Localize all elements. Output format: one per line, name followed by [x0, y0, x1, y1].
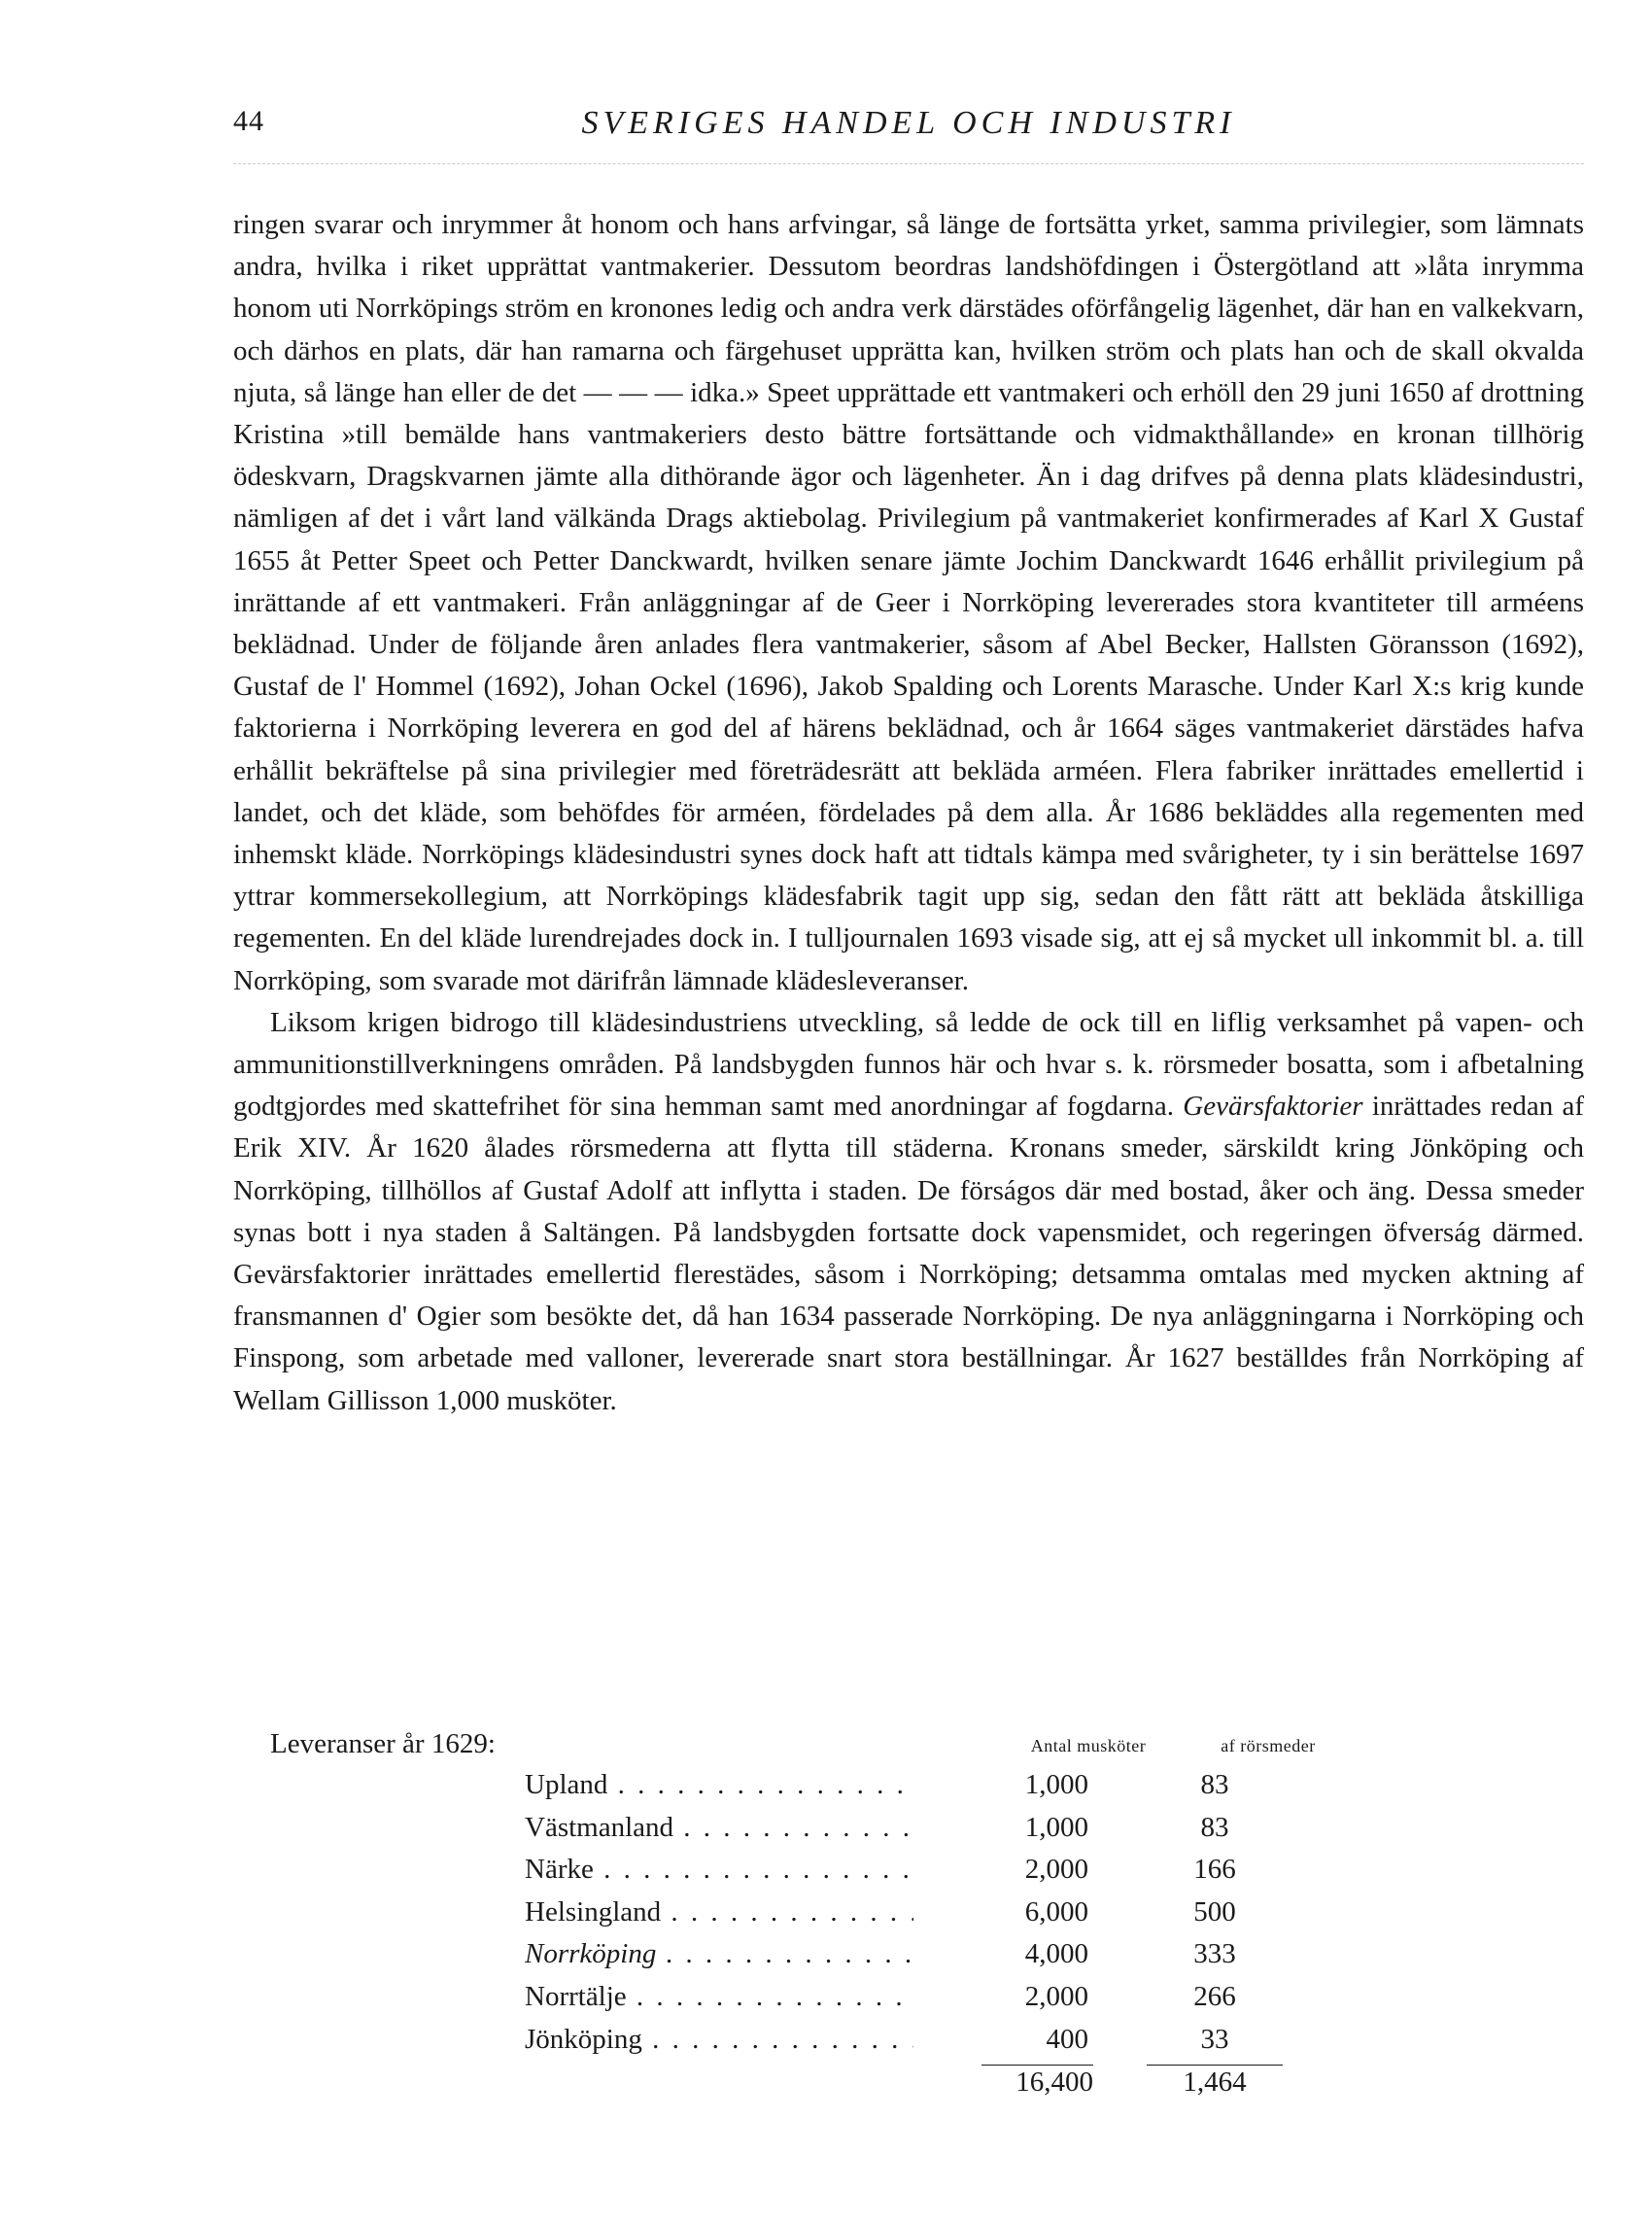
smith-count: 33	[1200, 2023, 1229, 2055]
musket-count: 2,000	[1024, 1854, 1088, 1886]
region-name: Norrtälje . . .	[525, 1981, 913, 2013]
deliveries-table	[233, 1728, 1351, 2136]
column-header-muskets: Antal musköter	[1030, 1736, 1147, 1755]
smith-count: 166	[1193, 1854, 1236, 1886]
table-row	[525, 1981, 1341, 2024]
table-row	[525, 1938, 1341, 1981]
region-name: Norrköping . . .	[525, 1938, 913, 1970]
region-name: Upland . . .	[525, 1769, 913, 1801]
table-row	[525, 2024, 1341, 2067]
region-name: Helsingland . . .	[525, 1896, 913, 1928]
totals-row	[525, 2065, 1341, 2113]
region-name: Västmanland . . .	[525, 1812, 913, 1844]
paragraph-text: inrättades redan af Erik XIV. År 1620 ålades rörsmederna att flytta till städerna. Kronans smeder, särskildt kring Jönköping och Norrköping, tillhöllos af Gustaf Adolf att inflytta i staden. De förságos där med bostad, åker och äng. Dessa smeder synas bott i nya staden å Saltängen. På landsbygden fortsatte dock vapensmidet, och regeringen öfverság därmed. Gevärsfaktorier inrättades emellertid flerestädes, såsom i Norrköping; detsamma omtalas med mycken aktning af fransmannen d' Ogier som besökte det, då han 1634 passerade Norrköping. De nya anläggningarna i Norrköping och Finspong, som arbetade med valloner, levererade snart stora beställningar. År 1627 beställdes från Norrköping af Wellam Gillisson 1,000 musköter.	[233, 1091, 1585, 1416]
running-title: SVERIGES HANDEL OCH INDUSTRI	[581, 105, 1236, 141]
smith-count: 500	[1193, 1895, 1236, 1928]
musket-count: 1,000	[1024, 1811, 1088, 1843]
header-rule	[233, 163, 1584, 164]
musket-count: 6,000	[1024, 1895, 1088, 1928]
column-header-smiths: af rörsmeder	[1221, 1736, 1316, 1755]
smith-count: 266	[1193, 1980, 1236, 2012]
sum-rule	[981, 2065, 1093, 2066]
table-row	[525, 1896, 1341, 1939]
smith-count: 83	[1200, 1769, 1229, 1800]
musket-count: 1,000	[1024, 1769, 1088, 1800]
page-number: 44	[233, 105, 264, 137]
table-row	[525, 1812, 1341, 1855]
table-row	[525, 1769, 1341, 1812]
table-row	[525, 1854, 1341, 1896]
paragraph	[233, 1002, 1584, 1422]
total-smiths: 1,464	[1183, 2067, 1247, 2098]
musket-count: 2,000	[1024, 1980, 1088, 2012]
deliveries-rows	[525, 1769, 1341, 2066]
body-text	[233, 204, 1584, 1422]
paragraph: ringen svarar och inrymmer åt honom och hans arfvingar, så länge de fortsätta yrket, samma privilegier, som lämnats andra, hvilka i riket upprättat vantmakerier. Dessutom beordras landshöfdingen i Östergötland att »låta inrymma honom uti Norrköpings ström en kronones ledig och andra verk därstädes oförfångelig lägenhet, där han en valkekvarn, och därhos en plats, där han ramarna och färgehuset upprätta kan, hvilken ström och plats han och de skall okvalda njuta, så länge han eller de det — — — idka.» Speet upprättade ett vantmakeri och erhöll den 29 juni 1650 af drottning Kristina »till bemälde hans vantmakeriers desto bättre fortsättande och vidmakthållande» en kronan tillhörig ödeskvarn, Dragskvarnen jämte alla dithörande ägor och lägenheter. Än i dag drifves på denna plats klädesindustri, nämligen af det i vårt land välkända Drags aktiebolag. Privilegium på vantmakeriet konfirmerades af Karl X Gustaf 1655 åt Petter Speet och Petter Danckwardt, hvilken senare jämte Jochim Danckwardt 1646 erhållit privilegium på inrättande af ett vantmakeri. Från anläggningar af de Geer i Norrköping levererades stora kvantiteter till arméens beklädnad. Under de följande åren anlades flera vantmakerier, såsom af Abel Becker, Hallsten Göransson (1692), Gustaf de l' Hommel (1692), Johan Ockel (1696), Jakob Spalding och Lorents Marasche. Under Karl X:s krig kunde faktorierna i Norrköping leverera en god del af härens beklädnad, och år 1664 säges vantmakeriet därstädes hafva erhållit bekräftelse på sina privilegier med företrädesrätt att bekläda arméen. Flera fabriker inrättades emellertid i landet, och det kläde, som behöfdes för arméen, fördelades på dem alla. År 1686 bekläddes alla regementen med inhemskt kläde. Norrköpings klädesindustri synes dock haft att tidtals kämpa med svårigheter, ty i sin berättelse 1697 yttrar kommersekollegium, att Norrköpings klädesfabrik tagit upp sig, sedan den fått rätt att bekläda åtskilliga regementen. En del kläde lurendrejades dock in. I tulljournalen 1693 visade sig, att ej så mycket ull inkommit bl. a. till Norrköping, som svarade mot därifrån lämnade klädesleveranser.	[233, 209, 1584, 996]
italic-term: Gevärsfaktorier	[1183, 1091, 1363, 1123]
smith-count: 333	[1193, 1938, 1236, 1970]
sum-rule	[1147, 2065, 1283, 2066]
smith-count: 83	[1200, 1811, 1229, 1843]
musket-count: 4,000	[1024, 1938, 1088, 1970]
musket-count: 400	[1046, 2023, 1088, 2055]
deliveries-label: Leveranser år 1629:	[270, 1728, 496, 1759]
paragraph-text: Liksom krigen bidrogo till klädesindustriens utveckling, så ledde de ock till en liflig verksamhet på vapen- och ammunitionstillverkningens områden. På landsbygden funnos här och hvar s. k. rörsmeder bosatta, som i afbetalning godtgjordes med skattefrihet för sina hemman samt med anordningar af fogdarna.	[233, 1006, 1584, 1123]
page-header	[233, 105, 1584, 154]
region-name: Närke . . .	[525, 1854, 913, 1886]
total-muskets: 16,400	[1015, 2067, 1093, 2098]
region-name: Jönköping . . .	[525, 2024, 913, 2056]
